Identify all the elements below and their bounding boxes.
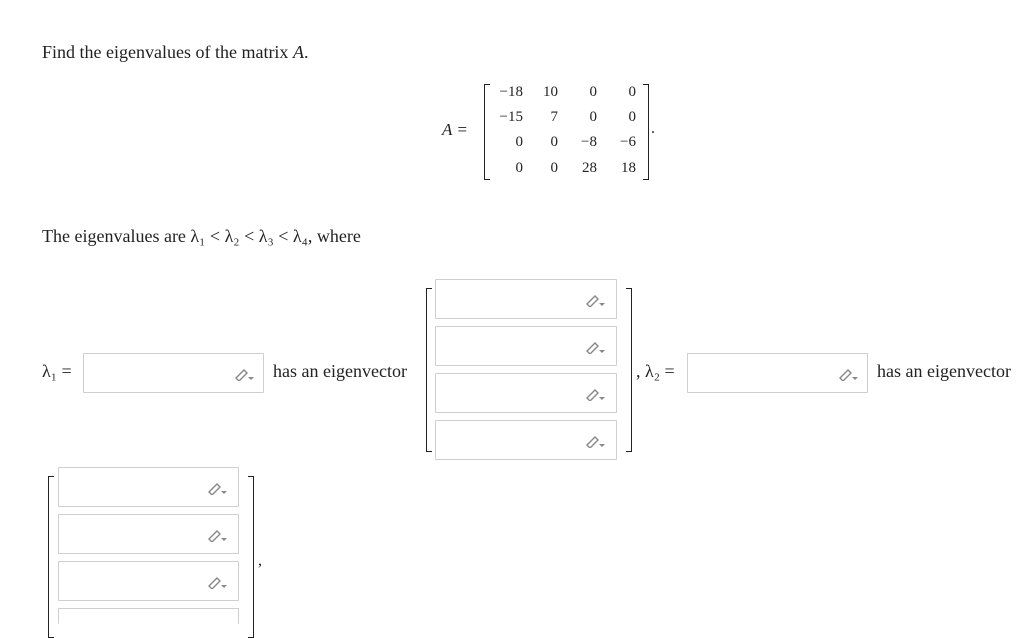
pencil-edit-icon[interactable] [584,387,606,401]
matrix-cell: 28 [582,160,597,176]
matrix-cell: 10 [543,84,558,100]
matrix-cell: 0 [515,134,523,150]
pencil-edit-icon[interactable] [206,575,228,589]
matrix-label [442,120,468,140]
pencil-edit-icon[interactable] [837,367,859,381]
has-eigenvector-text-2: has an eigenvector [877,361,1011,381]
matrix-cell: −8 [581,134,597,150]
question-prompt [42,42,308,63]
vector2-right-bracket [248,476,254,638]
matrix-cell: 0 [550,134,558,150]
vector2-entry-3[interactable] [58,561,239,601]
pencil-edit-icon[interactable] [584,293,606,307]
lambda1-label: λ₁ = [42,361,72,381]
eigenvalue-statement: The eigenvalues are λ₁ < λ₂ < λ₃ < λ₄, where [42,226,361,246]
matrix-cell: 0 [589,109,597,125]
trailing-comma: , [258,552,262,569]
matrix-cell: −18 [499,84,523,100]
matrix-trailing: . [651,120,655,137]
pencil-edit-icon[interactable] [206,528,228,542]
pencil-edit-icon[interactable] [206,481,228,495]
vector2-entry-1[interactable] [58,467,239,507]
matrix-cell: −6 [620,134,636,150]
lambda1-input[interactable] [83,353,264,393]
matrix-cell: 0 [628,84,636,100]
vector1-right-bracket [626,288,632,452]
vector1-entry-4[interactable] [435,420,617,460]
vector1-left-bracket [426,288,432,452]
matrix-cell: 0 [515,160,523,176]
vector1-entry-3[interactable] [435,373,617,413]
pencil-edit-icon[interactable] [233,367,255,381]
matrix-cell: 0 [550,160,558,176]
prompt-variable: A [292,42,304,62]
matrix-cell: −15 [499,109,523,125]
lambda2-label: , λ₂ = [636,361,675,381]
pencil-edit-icon[interactable] [584,434,606,448]
prompt-text: Find the eigenvalues of the matrix [42,42,293,62]
prompt-end: . [303,42,309,62]
pencil-edit-icon[interactable] [584,340,606,354]
matrix-cell: 7 [550,109,558,125]
vector1-entry-1[interactable] [435,279,617,319]
matrix-label-text: A = [442,120,468,139]
vector2-entry-4[interactable] [58,608,239,624]
matrix-cell: 18 [621,160,636,176]
lambda2-input[interactable] [687,353,868,393]
vector2-entry-2[interactable] [58,514,239,554]
vector2-left-bracket [48,476,54,638]
matrix-cell: 0 [589,84,597,100]
matrix-right-bracket [643,84,649,180]
has-eigenvector-text-1: has an eigenvector [273,361,407,381]
vector1-entry-2[interactable] [435,326,617,366]
matrix-cell: 0 [628,109,636,125]
